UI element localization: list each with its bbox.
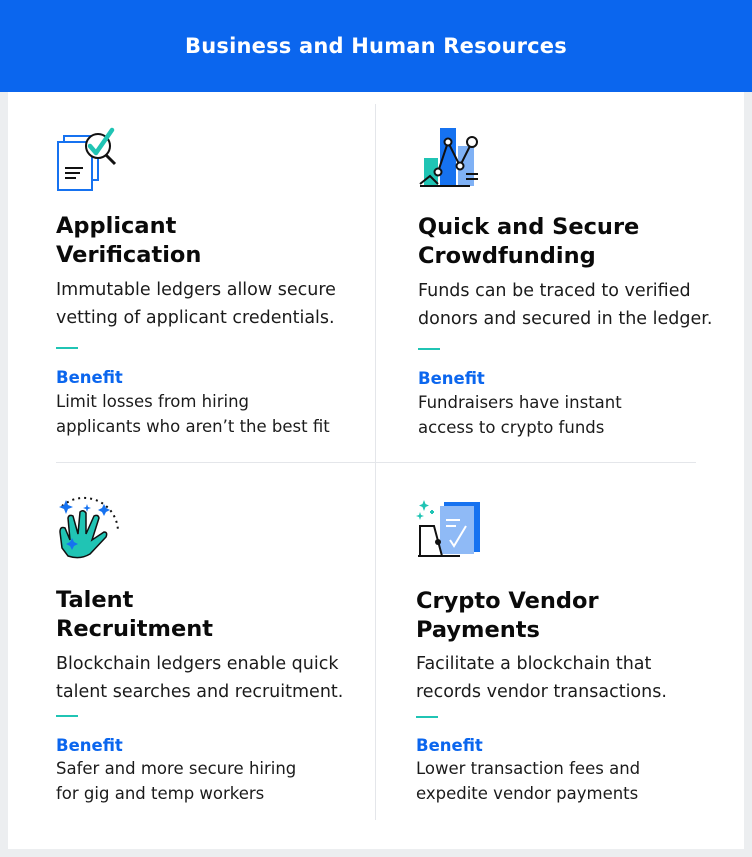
- card-vendor-payments: [416, 496, 736, 816]
- card-description: Immutable ledgers allow secure vetting of applicant credentials.: [56, 280, 336, 328]
- accent-dash: [416, 716, 438, 718]
- horizontal-divider: [56, 462, 696, 463]
- benefit-label: Benefit: [418, 369, 485, 388]
- benefit-label: Benefit: [56, 736, 123, 755]
- accent-dash: [56, 347, 78, 349]
- page-title: Business and Human Resources: [185, 34, 567, 58]
- vendor-payment-icon: [416, 496, 482, 562]
- card-description: Facilitate a blockchain that records vendor transactions.: [416, 654, 667, 702]
- card-applicant-verification: [56, 126, 376, 446]
- card-title: Talent Recruitment: [56, 587, 213, 642]
- benefit-text: Safer and more secure hiring for gig and temp workers: [56, 759, 297, 803]
- benefit-text: Fundraisers have instant access to crypto funds: [418, 393, 622, 437]
- card-title: Quick and Secure Crowdfunding: [418, 214, 640, 269]
- benefit-text: Lower transaction fees and expedite vendor payments: [416, 759, 641, 803]
- header-banner: [0, 0, 752, 92]
- card-description: Funds can be traced to verified donors and secured in the ledger.: [418, 281, 713, 329]
- applicant-verification-icon: [56, 126, 122, 192]
- talent-hand-icon: [56, 496, 122, 562]
- benefit-text: Limit losses from hiring applicants who aren’t the best fit: [56, 392, 330, 436]
- benefit-label: Benefit: [416, 736, 483, 755]
- card-crowdfunding: [418, 126, 738, 446]
- crowdfunding-chart-icon: [418, 126, 484, 192]
- accent-dash: [56, 715, 78, 717]
- card-description: Blockchain ledgers enable quick talent searches and recruitment.: [56, 654, 344, 702]
- card-title: Applicant Verification: [56, 213, 202, 268]
- accent-dash: [418, 348, 440, 350]
- card-title: Crypto Vendor Payments: [416, 588, 599, 643]
- benefit-label: Benefit: [56, 368, 123, 387]
- card-talent-recruitment: [56, 496, 376, 816]
